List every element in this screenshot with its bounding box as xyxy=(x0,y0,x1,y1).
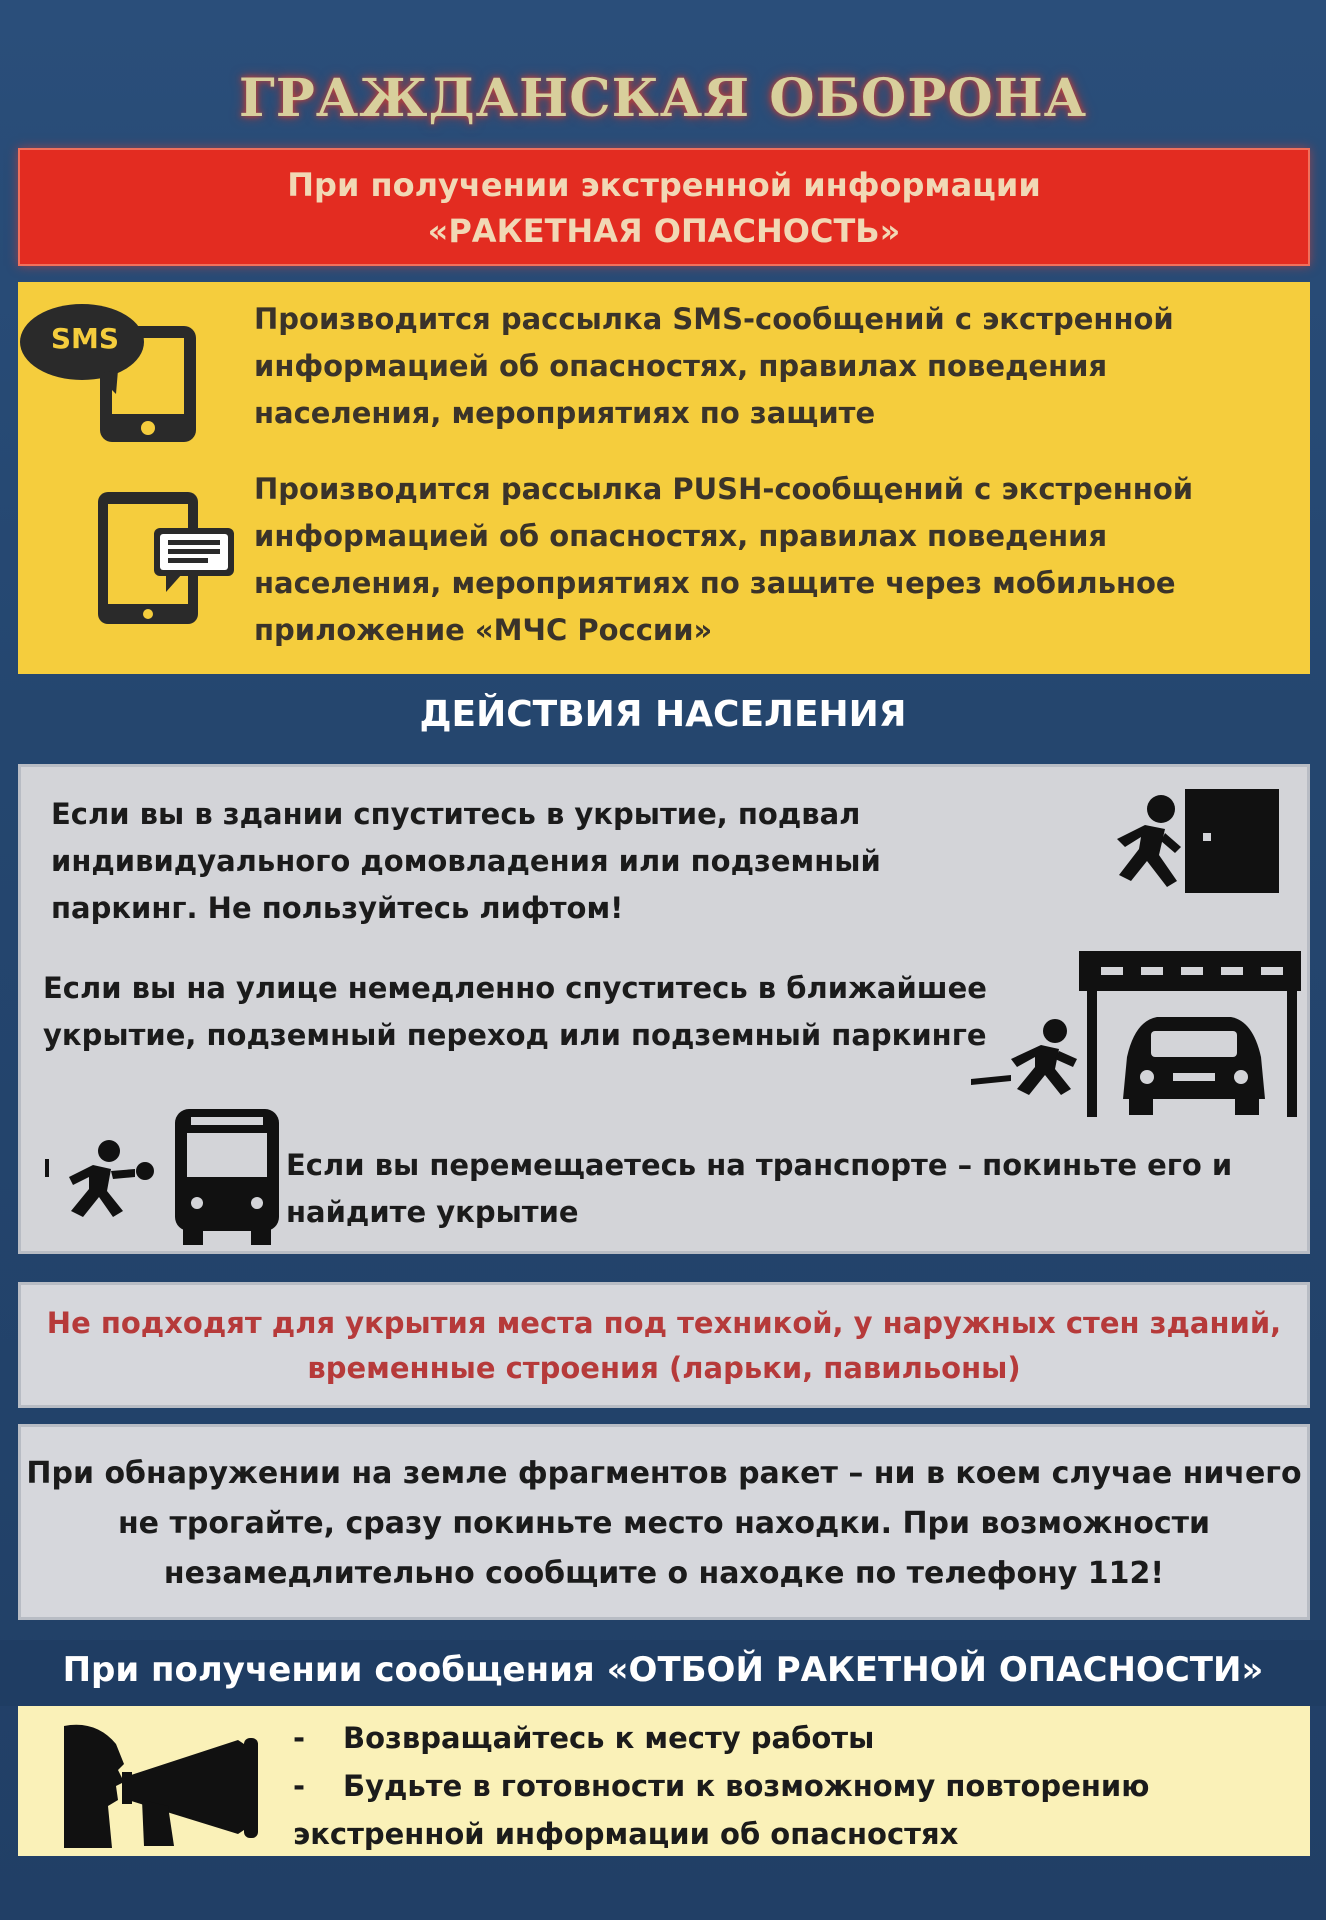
actions-heading: ДЕЙСТВИЯ НАСЕЛЕНИЯ xyxy=(0,690,1326,750)
unsuitable-shelter-warning: Не подходят для укрытия места под техникой, у наружных стен зданий, временные строения (ларьки, павильоны) xyxy=(18,1282,1310,1408)
all-clear-heading: При получении сообщения «ОТБОЙ РАКЕТНОЙ ОПАСНОСТИ» xyxy=(0,1640,1326,1706)
sms-badge: SMS xyxy=(50,322,120,355)
leave-bus-icon xyxy=(41,1107,281,1247)
megaphone-icon xyxy=(58,1720,298,1850)
sms-text: Производится рассылка SMS-сообщений с экстренной информацией об опасностях, правилах поведения населения, мероприятиях по защите xyxy=(254,302,1174,430)
list-item xyxy=(293,1714,1293,1762)
alert-line-2: «РАКЕТНАЯ ОПАСНОСТЬ» xyxy=(427,212,901,250)
action-in-building: Если вы в здании спуститесь в укрытие, подвал индивидуального домовладения или подземный паркинг. Не пользуйтесь лифтом! xyxy=(51,797,881,925)
sms-phone-icon xyxy=(18,296,208,446)
list-item xyxy=(293,1762,1293,1810)
list-item-continuation: экстренной информации об опасностях xyxy=(293,1817,959,1851)
list-item-text: Возвращайтесь к месту работы xyxy=(343,1721,875,1755)
all-clear-list xyxy=(293,1714,1293,1858)
push-tablet-icon xyxy=(96,488,256,628)
push-text: Производится рассылка PUSH-сообщений с экстренной информацией об опасностях, правилах поведения населения, мероприятиях по защите через мобильное приложение «МЧС России» xyxy=(254,472,1194,647)
alert-banner xyxy=(18,148,1310,266)
list-item-text: Будьте в готовности к возможному повторению xyxy=(343,1769,1150,1803)
main-title: ГРАЖДАНСКАЯ ОБОРОНА xyxy=(238,68,1088,129)
all-clear-panel xyxy=(18,1706,1310,1856)
run-to-parking-icon xyxy=(951,949,1301,1119)
missile-fragments-notice: При обнаружении на земле фрагментов ракет – ни в коем случае ничего не трогайте, сразу покиньте место находки. При возможности незамедлительно сообщите о находке по телефону 112! xyxy=(18,1424,1310,1620)
alert-line-1: При получении экстренной информации xyxy=(287,166,1041,204)
notifications-panel xyxy=(18,282,1310,674)
run-to-door-icon xyxy=(1081,785,1281,897)
actions-panel xyxy=(18,764,1310,1254)
action-outside: Если вы на улице немедленно спуститесь в ближайшее укрытие, подземный переход или подземный паркинге xyxy=(43,971,987,1052)
action-transport: Если вы перемещаетесь на транспорте – покиньте его и найдите укрытие xyxy=(286,1148,1233,1229)
bullet-dash: - xyxy=(293,1769,306,1803)
bullet-dash: - xyxy=(293,1721,306,1755)
